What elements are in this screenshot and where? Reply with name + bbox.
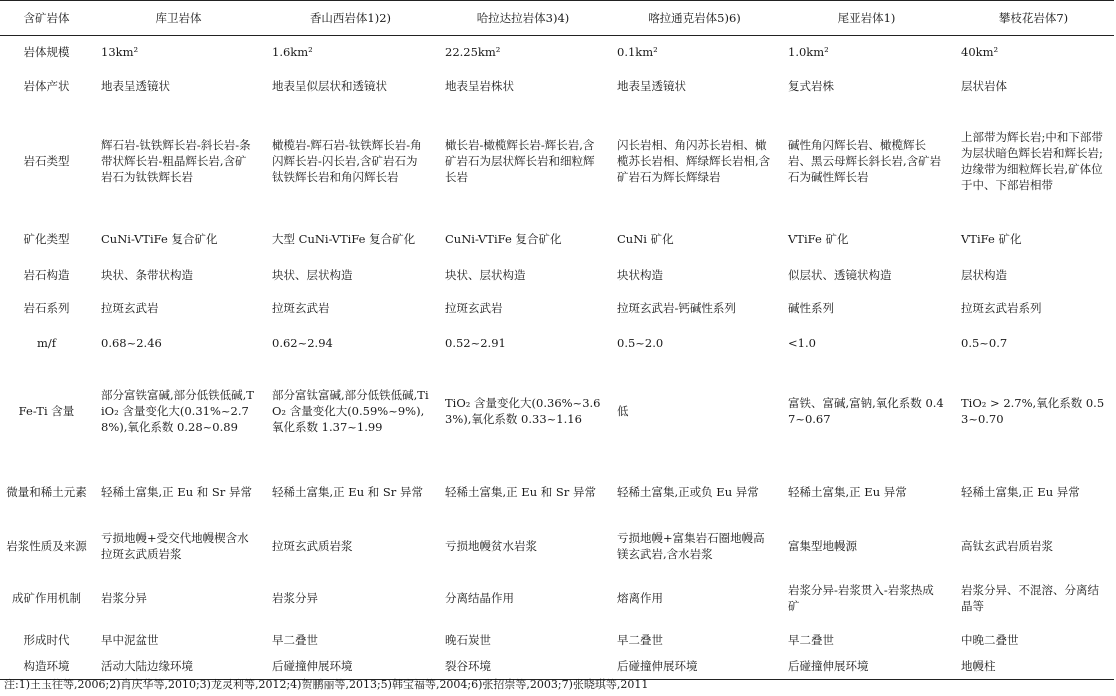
table-cell: 橄榄岩-辉石岩-钛铁辉长岩-角闪辉长岩-闪长岩,含矿岩石为钛铁辉长岩和角闪辉长岩 (272, 137, 422, 184)
table-cell: 地表呈岩株状 (445, 78, 514, 93)
table-cell: 1.0km² (788, 45, 829, 60)
table-cell: VTiFe 矿化 (788, 231, 849, 246)
table-cell: 裂谷环境 (437, 654, 609, 680)
table-cell: 块状、层状构造 (272, 268, 353, 282)
header-cell: 库卫岩体 (93, 1, 264, 36)
row-label: m/f (36, 335, 57, 350)
header-cell: 含矿岩体 (0, 1, 93, 36)
table-cell: CuNi-VTiFe 复合矿化 (445, 231, 562, 246)
table-cell: 部分富钛富碱,部分低铁低碱,TiO₂ 含量变化大(0.59%~9%),氧化系数 1.37~1.99 (272, 387, 429, 434)
table-cell: 地表呈透镜状 (617, 78, 686, 93)
table-cell: 活动大陆边缘环境 (93, 654, 264, 680)
table-footnote: 注:1)王玉往等,2006;2)肖庆华等,2010;3)龙灵利等,2012;4)贺鹏丽等,2013;5)韩宝福等,2004;6)张招崇等,2003;7)张晓琪等,2011 (4, 678, 649, 691)
table-cell: 拉斑玄武岩 (101, 301, 159, 315)
table-cell: 橄长岩-橄榄辉长岩-辉长岩,含矿岩石为层状辉长岩和细粒辉长岩 (445, 137, 595, 184)
table-cell: 层状岩体 (961, 78, 1007, 93)
table-cell: 轻稀土富集,正 Eu 异常 (788, 484, 907, 499)
table-cell: 0.68~2.46 (101, 335, 162, 350)
table-cell: VTiFe 矿化 (961, 231, 1022, 246)
table-cell: 岩浆分异 (272, 590, 318, 605)
table-cell: 晚石炭世 (445, 633, 491, 647)
table-cell: 岩浆分异、不混溶、分离结晶等 (961, 582, 1099, 613)
table-cell: 碱性系列 (788, 301, 834, 315)
row-label: 形成时代 (23, 633, 70, 647)
table-cell: 早中泥盆世 (101, 633, 159, 647)
table-row (0, 461, 1114, 523)
table-cell: 0.52~2.91 (445, 335, 506, 350)
table-cell: 13km² (101, 45, 139, 60)
table-cell: 亏损地幔+富集岩石圈地幔高镁玄武岩,含水岩浆 (617, 530, 765, 561)
table-cell: 1.6km² (272, 45, 313, 60)
table-cell: CuNi 矿化 (617, 231, 674, 246)
row-label: 岩浆性质及来源 (6, 538, 87, 553)
table-cell: 低 (617, 403, 629, 418)
table-cell: 拉斑玄武岩系列 (961, 301, 1042, 315)
table-cell: 块状构造 (617, 268, 663, 282)
table-cell: 复式岩株 (788, 78, 834, 93)
table-cell: 地幔柱 (953, 654, 1114, 680)
table-row (0, 36, 1114, 69)
header-cell: 香山西岩体1)2) (264, 1, 437, 36)
table-cell: 块状、条带状构造 (101, 268, 193, 282)
table-cell: 早二叠世 (617, 633, 663, 647)
table-cell: 轻稀土富集,正 Eu 和 Sr 异常 (101, 484, 252, 499)
table-cell: 部分富铁富碱,部分低铁低碱,TiO₂ 含量变化大(0.31%~2.78%),氧化系数 0.28~0.89 (101, 387, 254, 434)
table-cell: 熔离作用 (617, 590, 663, 605)
table-cell: 0.62~2.94 (272, 335, 333, 350)
header-cell: 攀枝花岩体7) (953, 1, 1114, 36)
row-label: 岩体规模 (23, 45, 70, 60)
table-cell: 拉斑玄武岩-钙碱性系列 (617, 301, 736, 315)
header-cell: 喀拉通克岩体5)6) (609, 1, 780, 36)
table-cell: 块状、层状构造 (445, 268, 526, 282)
table-cell: 0.5~0.7 (961, 335, 1008, 350)
table-row (0, 627, 1114, 654)
table-cell: 22.25km² (445, 45, 501, 60)
row-label: 岩体产状 (23, 78, 70, 93)
table-cell: 高钛玄武岩质岩浆 (961, 538, 1053, 553)
table-cell: 富集型地幔源 (788, 538, 857, 553)
row-label: 矿化类型 (23, 231, 70, 246)
table-cell: 层状构造 (961, 268, 1007, 282)
table-row (0, 219, 1114, 259)
table-cell: 轻稀土富集,正 Eu 和 Sr 异常 (272, 484, 423, 499)
table-cell: 0.5~2.0 (617, 335, 664, 350)
table-row (0, 325, 1114, 361)
table-cell: CuNi-VTiFe 复合矿化 (101, 231, 218, 246)
row-label: 构造环境 (0, 654, 93, 680)
table-cell: 早二叠世 (272, 633, 318, 647)
table-cell: 拉斑玄武岩 (445, 301, 503, 315)
table-row (0, 103, 1114, 219)
table-cell: TiO₂ > 2.7%,氧化系数 0.53~0.70 (961, 395, 1105, 426)
table-cell: 后碰撞伸展环境 (780, 654, 953, 680)
table-cell: TiO₂ 含量变化大(0.36%~3.63%),氧化系数 0.33~1.16 (445, 395, 601, 426)
table-cell: 亏损地幔+受交代地幔楔含水拉斑玄武质岩浆 (101, 530, 249, 561)
table-cell: 闪长岩相、角闪苏长岩相、橄榄苏长岩相、辉绿辉长岩相,含矿岩石为辉长辉绿岩 (617, 137, 771, 184)
table-row (0, 69, 1114, 103)
header-cell: 哈拉达拉岩体3)4) (437, 1, 609, 36)
table-cell: 富铁、富碱,富钠,氧化系数 0.47~0.67 (788, 395, 944, 426)
table-cell: 辉石岩-钛铁辉长岩-斜长岩-条带状辉长岩-粗晶辉长岩,含矿岩石为钛铁辉长岩 (101, 137, 251, 184)
header-row (0, 1, 1114, 36)
row-label: 岩石构造 (23, 268, 70, 282)
table-cell: 碱性角闪辉长岩、橄榄辉长岩、黑云母辉长斜长岩,含矿岩石为碱性辉长岩 (788, 137, 942, 184)
table-cell: 岩浆分异-岩浆贯入-岩浆热成矿 (788, 582, 934, 613)
table-cell: 拉斑玄武岩 (272, 301, 330, 315)
table-row (0, 259, 1114, 292)
row-label: 微量和稀土元素 (6, 484, 87, 499)
table-cell: 上部带为辉长岩;中和下部带为层状暗色辉长岩和辉长岩;边缘带为细粒辉长岩,矿体位于中、下部岩相带 (961, 129, 1103, 192)
table-row (0, 361, 1114, 461)
table-cell: 地表呈透镜状 (101, 78, 170, 93)
table-cell: 中晚二叠世 (961, 633, 1019, 647)
table-cell: 0.1km² (617, 45, 658, 60)
table-cell: 轻稀土富集,正 Eu 和 Sr 异常 (445, 484, 596, 499)
row-label: 岩石系列 (23, 301, 70, 315)
table-cell: 大型 CuNi-VTiFe 复合矿化 (272, 231, 416, 246)
row-label: Fe-Ti 含量 (18, 403, 75, 418)
table-cell: 后碰撞伸展环境 (264, 654, 437, 680)
table-cell: 似层状、透镜状构造 (788, 268, 892, 282)
table-cell: 岩浆分异 (101, 590, 147, 605)
table-cell: 分离结晶作用 (445, 590, 514, 605)
table-cell: 40km² (961, 45, 999, 60)
table-cell: <1.0 (788, 335, 816, 350)
table-row (0, 569, 1114, 627)
header-cell: 尾亚岩体1) (780, 1, 953, 36)
table-cell: 地表呈似层状和透镜状 (272, 78, 387, 93)
table-cell: 轻稀土富集,正或负 Eu 异常 (617, 484, 759, 499)
table-cell: 后碰撞伸展环境 (609, 654, 780, 680)
table-row (0, 292, 1114, 325)
table-cell: 早二叠世 (788, 633, 834, 647)
row-label: 成矿作用机制 (12, 590, 81, 605)
table-cell: 亏损地幔贫水岩浆 (445, 538, 537, 553)
table-cell: 拉斑玄武质岩浆 (272, 538, 353, 553)
row-label: 岩石类型 (23, 153, 70, 168)
table-cell: 轻稀土富集,正 Eu 异常 (961, 484, 1080, 499)
table-row (0, 523, 1114, 569)
